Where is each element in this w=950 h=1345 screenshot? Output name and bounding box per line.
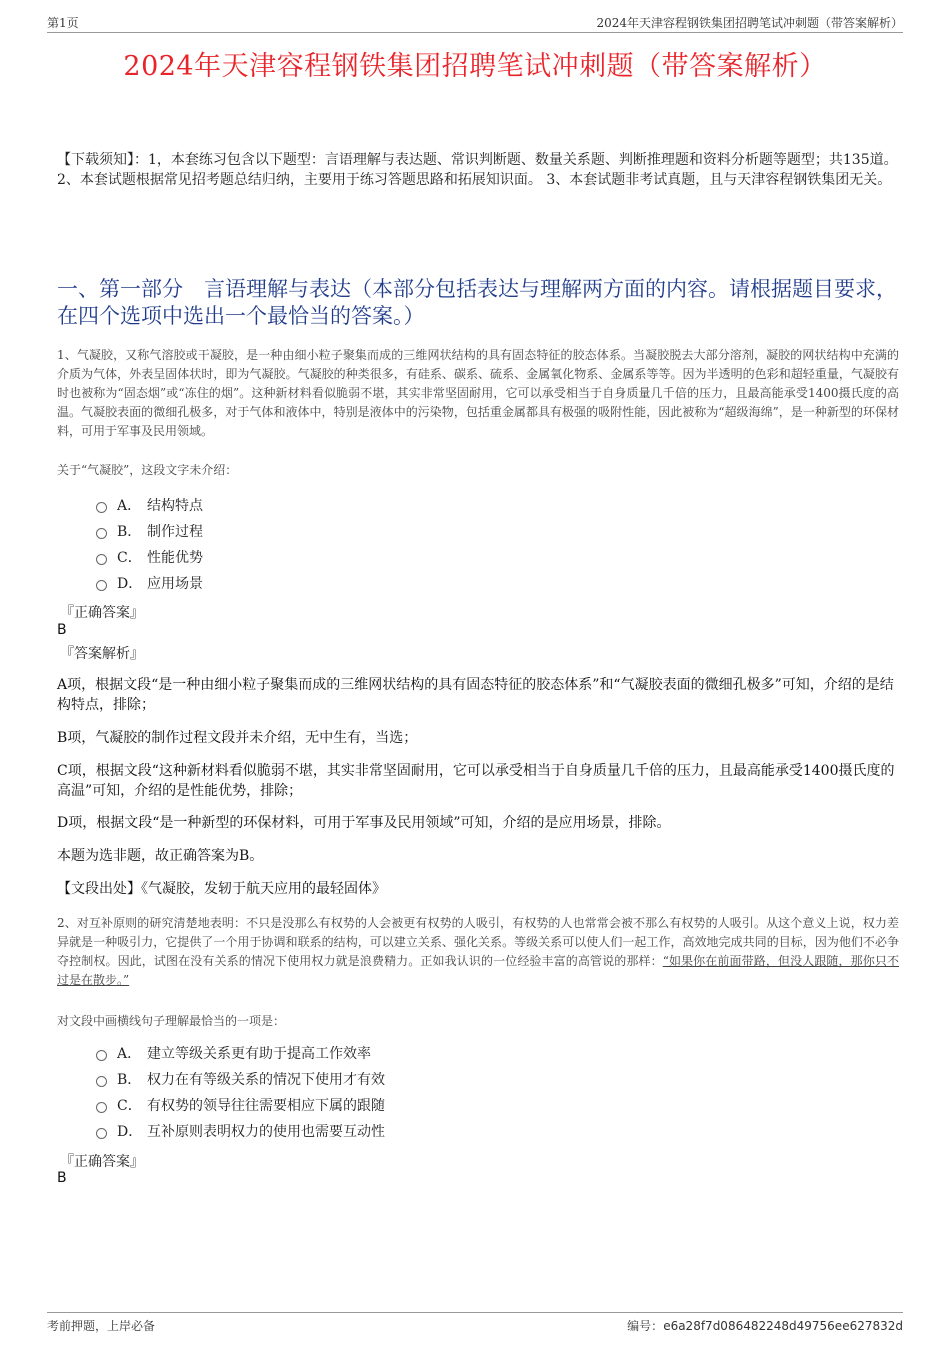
footer-slogan: 考前押题，上岸必备: [47, 1319, 156, 1333]
q1-options: [96, 492, 203, 596]
q1-analysis-a: A项，根据文段“是一种由细小粒子聚集而成的三维网状结构的具有固态特征的胶态体系”和“气凝胶表面的微细孔极多”可知，介绍的是结构特点，排除；: [57, 677, 894, 713]
q1-answer: B: [57, 622, 67, 638]
radio-icon[interactable]: [96, 528, 107, 539]
radio-icon[interactable]: [96, 502, 107, 513]
q1-option-d[interactable]: D． 应用场景: [96, 570, 203, 596]
footer-code: 编号：e6a28f7d086482248d49756ee627832d: [627, 1319, 903, 1333]
radio-icon[interactable]: [96, 1102, 107, 1113]
q2-options: [96, 1040, 385, 1144]
q1-option-b[interactable]: B． 制作过程: [96, 518, 203, 544]
q2-answer: B: [57, 1170, 67, 1186]
q1-analysis-d: D项，根据文段“是一种新型的环保材料，可用于军事及民用领域”可知，介绍的是应用场景，排除。: [57, 815, 671, 831]
q1-option-c[interactable]: C． 性能优势: [96, 544, 203, 570]
q1-source: 【文段出处】《气凝胶，发轫于航天应用的最轻固体》: [57, 881, 386, 897]
radio-icon[interactable]: [96, 1076, 107, 1087]
q1-passage: 1、气凝胶，又称气溶胶或干凝胶，是一种由细小粒子聚集而成的三维网状结构的具有固态特征的胶态体系。当凝胶脱去大部分溶剂，凝胶的网状结构中充满的介质为气体，外表呈固体状时，即为气凝胶。气凝胶的种类很多，有硅系、碳系、硫系、金属氧化物系、金属系等等。因为半透明的色彩和超轻重量，气凝胶有时也被称为“固态烟”或“冻住的烟”。这种新材料看似脆弱不堪，其实非常坚固耐用，它可以承受相当于自身质量几千倍的压力，且最高能承受1400摄氏度的高温。气凝胶表面的微细孔极多，对于气体和液体中，特别是液体中的污染物，包括重金属都具有极强的吸附性能，因此被称为“超级海绵”，是一种新型的环保材料，可用于军事及民用领域。: [57, 348, 899, 438]
q1-analysis-b: B项，气凝胶的制作过程文段并未介绍，无中生有，当选；: [57, 730, 418, 746]
q2-option-c[interactable]: C． 有权势的领导往往需要相应下属的跟随: [96, 1092, 385, 1118]
radio-icon[interactable]: [96, 580, 107, 591]
q2-passage: 2、对互补原则的研究清楚地表明：不只是没那么有权势的人会被更有权势的人吸引，有权势的人也常常会被不那么有权势的人吸引。从这个意义上说，权力差异就是一种吸引力，它提供了一个用于协调和联系的结构，可以建立关系、强化关系。等级关系可以使人们一起工作，高效地完成共同的目标，因为他们不必争夺控制权。因此，试图在没有关系的情况下使用权力就是浪费精力。正如我认识的一位经验丰富的高管说的那样：“如果你在前面带路，但没人跟随，那你只不过是在散步。”: [57, 916, 900, 987]
download-notice: 【下载须知】：1，本套练习包含以下题型：言语理解与表达题、常识判断题、数量关系题、判断推理题和资料分析题等题型；共135道。 2、本套试题根据常见招考题总结归纳，主要用于练习答题思路和拓展知识面。 3、本套试题非考试真题，且与天津容程钢铁集团无关。: [57, 152, 898, 188]
header-doc-title: 2024年天津容程钢铁集团招聘笔试冲刺题（带答案解析）: [596, 16, 903, 30]
q1-conclusion: 本题为选非题，故正确答案为B。: [57, 848, 264, 864]
q2-underlined-quote: “如果你在前面带路，但没人跟随，那你只不过是在散步。”: [57, 954, 900, 987]
q1-stem: 关于“气凝胶”，这段文字未介绍：: [57, 463, 238, 477]
page-number: 第1页: [47, 16, 79, 30]
q2-stem: 对文段中画横线句子理解最恰当的一项是：: [57, 1014, 286, 1028]
q2-option-a[interactable]: A． 建立等级关系更有助于提高工作效率: [96, 1040, 385, 1066]
q1-analysis-label: 『答案解析』: [60, 646, 144, 662]
page-footer: [47, 1312, 903, 1333]
radio-icon[interactable]: [96, 1128, 107, 1139]
q1-analysis-c: C项，根据文段“这种新材料看似脆弱不堪，其实非常坚固耐用，它可以承受相当于自身质量几千倍的压力，且最高能承受1400摄氏度的高温”可知，介绍的是性能优势，排除；: [57, 763, 895, 799]
q1-option-a[interactable]: A． 结构特点: [96, 492, 203, 518]
radio-icon[interactable]: [96, 1050, 107, 1061]
q1-answer-label: 『正确答案』: [60, 605, 144, 621]
q2-answer-label: 『正确答案』: [60, 1154, 144, 1170]
q2-option-d[interactable]: D． 互补原则表明权力的使用也需要互动性: [96, 1118, 385, 1144]
q2-option-b[interactable]: B． 权力在有等级关系的情况下使用才有效: [96, 1066, 385, 1092]
radio-icon[interactable]: [96, 554, 107, 565]
document-title: 2024年天津容程钢铁集团招聘笔试冲刺题（带答案解析）: [123, 51, 827, 82]
section-heading: 一、第一部分 言语理解与表达（本部分包括表达与理解两方面的内容。请根据题目要求，在四个选项中选出一个最恰当的答案。）: [57, 277, 897, 328]
page-header: [47, 14, 903, 33]
